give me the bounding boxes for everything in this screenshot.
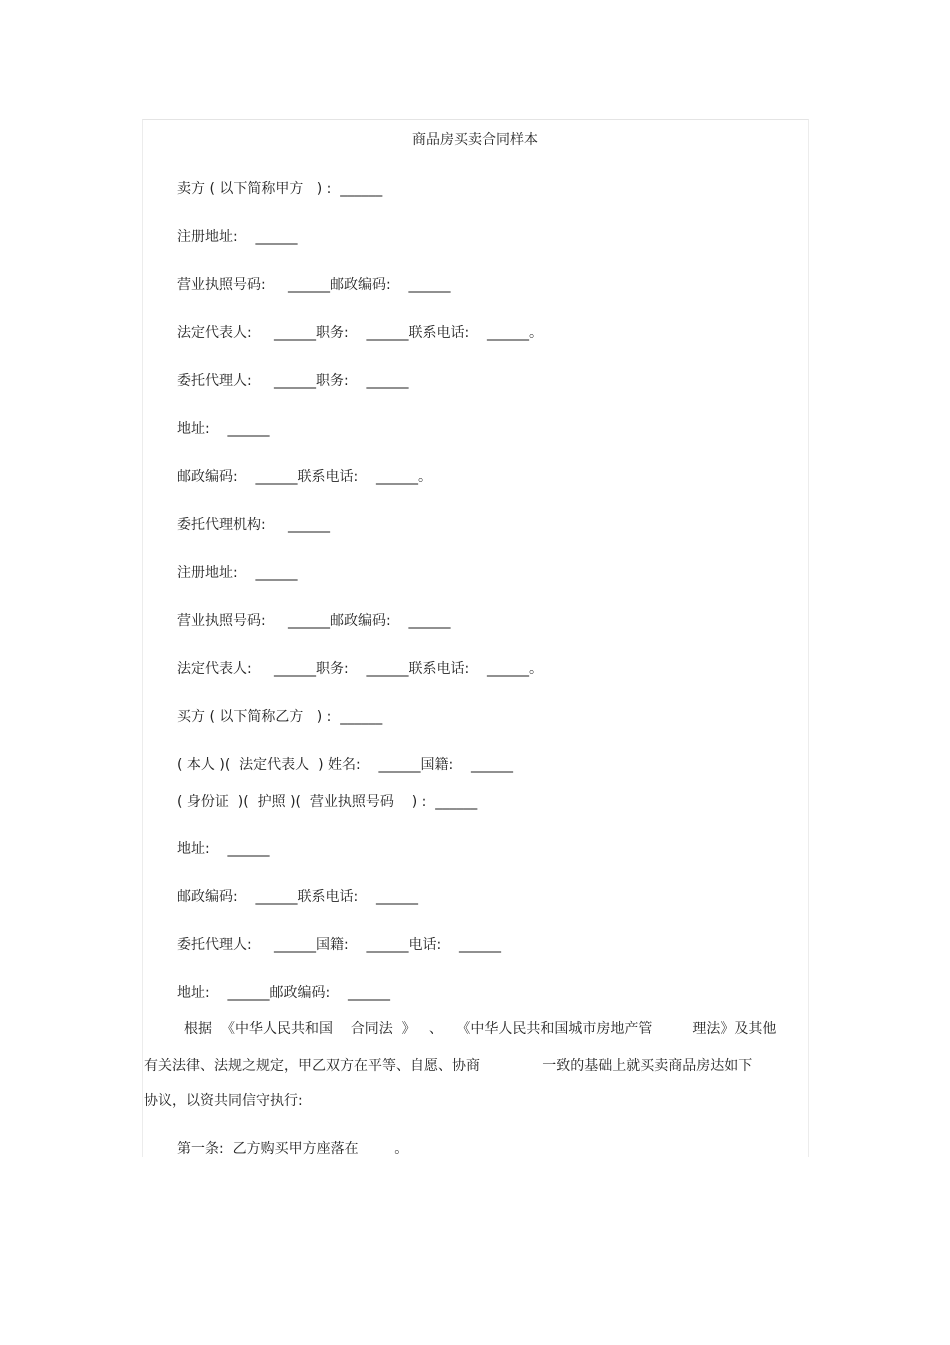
document-title: 商品房买卖合同样本 — [412, 132, 538, 148]
basis-paragraph-line-2: 有关法律、法规之规定，甲乙双方在平等、自愿、协商 一致的基础上就买卖商品房达如下 — [144, 1058, 753, 1074]
legal-representative-line: 法定代表人: ______职务: ______联系电话: ______。 — [177, 325, 544, 341]
address-line: 地址: ______ — [177, 421, 270, 437]
registered-address-line: 注册地址: ______ — [177, 229, 298, 245]
agency-legal-representative-line: 法定代表人: ______职务: ______联系电话: ______。 — [177, 661, 544, 677]
basis-paragraph-line-1: 根据 《中华人民共和国 合同法 》 、 《中华人民共和国城市房地产管 理法》及其他 — [144, 1021, 777, 1037]
basis-paragraph-line-3: 协议，以资共同信守执行: — [144, 1093, 303, 1109]
buyer-agent-line: 委托代理人: ______国籍: ______电话: ______ — [177, 937, 502, 953]
buyer-line: 买方 ( 以下简称乙方 ) : ______ — [177, 709, 383, 725]
business-license-line: 营业执照号码: ______邮政编码: ______ — [177, 277, 451, 293]
buyer-address-line: 地址: ______ — [177, 841, 270, 857]
seller-line: 卖方 ( 以下简称甲方 ) : ______ — [177, 181, 383, 197]
agency-registered-address-line: 注册地址: ______ — [177, 565, 298, 581]
buyer-agent-address-line: 地址: ______邮政编码: ______ — [177, 985, 391, 1001]
buyer-name-line: ( 本人 )( 法定代表人 ) 姓名: ______国籍: ______ — [177, 757, 514, 773]
article-one: 第一条: 乙方购买甲方座落在 。 — [177, 1141, 409, 1157]
agent-line: 委托代理人: ______职务: ______ — [177, 373, 409, 389]
buyer-id-line: ( 身份证 )( 护照 )( 营业执照号码 ) : ______ — [177, 794, 478, 810]
buyer-postal-line: 邮政编码: ______联系电话: ______ — [177, 889, 419, 905]
agency-line: 委托代理机构: ______ — [177, 517, 330, 533]
agency-business-license-line: 营业执照号码: ______邮政编码: ______ — [177, 613, 451, 629]
postal-code-line: 邮政编码: ______联系电话: ______。 — [177, 469, 433, 485]
